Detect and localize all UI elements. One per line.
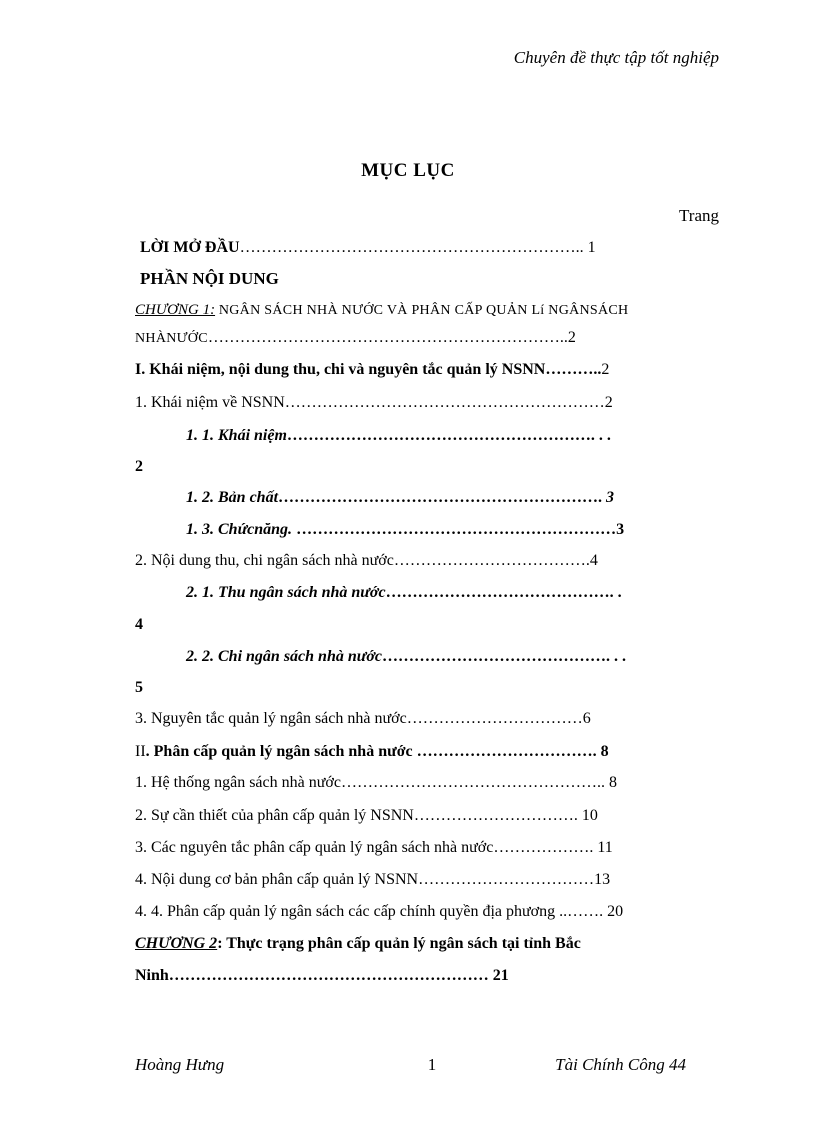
toc-item-2-1[interactable]: 2. 1. Thu ngân sách nhà nước……………………………………. . — [186, 584, 622, 601]
toc-loi-mo-dau[interactable]: LỜI MỞ ĐẦU……………………………………………………….. 1 — [140, 239, 596, 256]
toc-s2-item-4-4[interactable]: 4. 4. Phân cấp quản lý ngân sách các cấp chính quyền địa phương ..……. 20 — [135, 903, 624, 920]
page-title: MỤC LỤC — [361, 160, 455, 181]
toc-section-1[interactable]: I. Khái niệm, nội dung thu, chi và nguyên tắc quản lý NSNN………..2 — [135, 361, 610, 378]
toc-item-1-3[interactable]: 1. 3. Chứcnăng. ……………………………………………………3 — [186, 521, 625, 538]
toc-chuong-2[interactable]: CHƯƠNG 2: Thực trạng phân cấp quản lý ngân sách tại tỉnh Bắc — [135, 935, 581, 952]
toc-chuong-1[interactable]: CHƯƠNG 1: NGÂN SÁCH NHÀ NƯỚC VÀ PHÂN CẤP QUẢN Lí NGÂNSÁCH — [135, 302, 629, 318]
chapter-label: CHƯƠNG 1: — [135, 302, 216, 318]
toc-s2-item-4[interactable]: 4. Nội dung cơ bản phân cấp quản lý NSNN……………………………13 — [135, 871, 611, 888]
running-header: Chuyên đề thực tập tốt nghiệp — [513, 48, 719, 67]
toc-phan-noi-dung[interactable]: PHẦN NỘI DUNG — [140, 269, 279, 288]
page-column-label: Trang — [679, 206, 719, 225]
footer-page-number: 1 — [427, 1055, 437, 1074]
chapter-label: CHƯƠNG 2 — [135, 935, 218, 952]
toc-s2-item-3[interactable]: 3. Các nguyên tắc phân cấp quản lý ngân sách nhà nước………………. 11 — [135, 839, 613, 856]
toc-item-1[interactable]: 1. Khái niệm về NSNN……………………………………………………2 — [135, 394, 613, 411]
toc-item-2-2-page: 5 — [135, 679, 143, 696]
toc-item-2-1-page: 4 — [135, 616, 143, 633]
toc-s2-item-2[interactable]: 2. Sự cần thiết của phân cấp quản lý NSNN…………………………. 10 — [135, 807, 598, 824]
toc-s2-item-1[interactable]: 1. Hệ thống ngân sách nhà nước………………………………………….. 8 — [135, 774, 617, 791]
footer-course: Tài Chính Công 44 — [555, 1055, 686, 1074]
toc-item-1-1-page: 2 — [135, 458, 143, 475]
toc-item-2-2[interactable]: 2. 2. Chi ngân sách nhà nước……………………………………. . . — [186, 648, 627, 665]
toc-item-1-1[interactable]: 1. 1. Khái niệm…………………………………………………. . . — [186, 427, 611, 444]
toc-section-2[interactable]: II. Phân cấp quản lý ngân sách nhà nước ……………………………. 8 — [135, 743, 609, 760]
toc-chuong-2-line2[interactable]: Ninh…………………………………………………… 21 — [135, 967, 509, 984]
footer-author: Hoàng Hưng — [135, 1055, 225, 1074]
toc-item-1-2[interactable]: 1. 2. Bản chất……………………………………………………. 3 — [186, 489, 615, 506]
toc-item-3[interactable]: 3. Nguyên tắc quản lý ngân sách nhà nước……………………………6 — [135, 710, 591, 727]
toc-chuong-1-line2[interactable]: NHÀNƯỚC…………………………………………………………..2 — [135, 329, 576, 346]
toc-item-2[interactable]: 2. Nội dung thu, chi ngân sách nhà nước……………………………….4 — [135, 552, 598, 569]
